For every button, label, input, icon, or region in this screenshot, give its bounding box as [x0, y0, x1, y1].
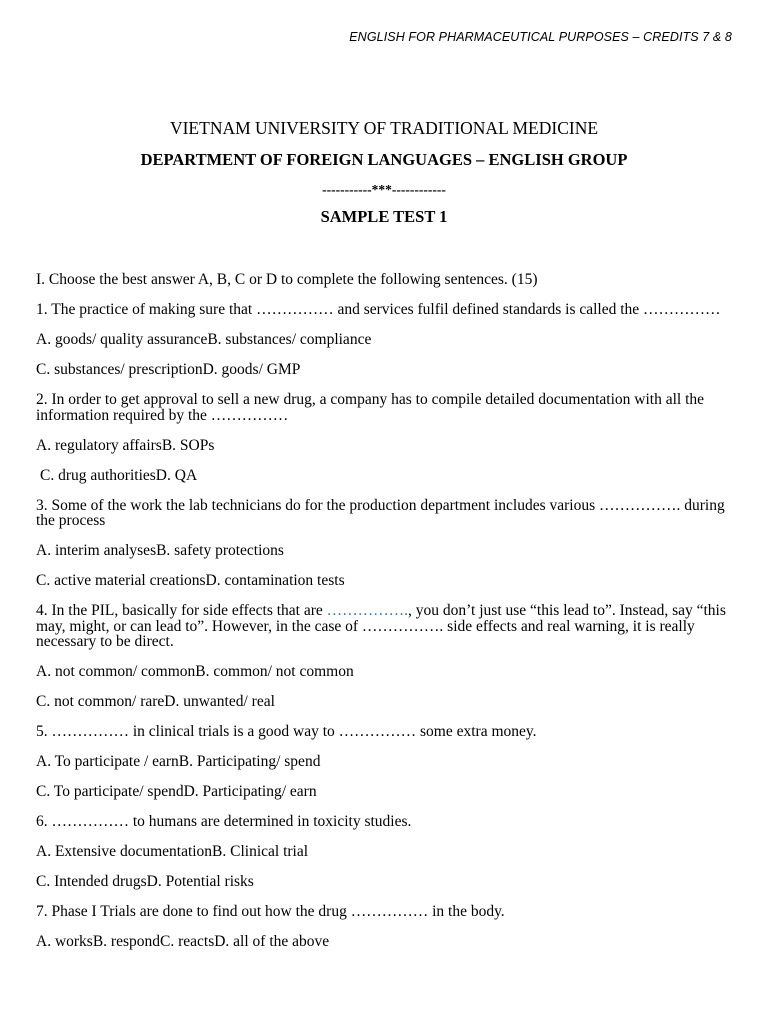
course-header: ENGLISH FOR PHARMACEUTICAL PURPOSES – CREDITS 7 & 8 [349, 30, 732, 44]
question-2-options-cd: C. drug authoritiesD. QA [40, 466, 198, 484]
department-title: DEPARTMENT OF FOREIGN LANGUAGES – ENGLISH GROUP [140, 150, 628, 169]
question-3-text: 3. Some of the work the lab technicians do for the production department includes various ……………. during the process [36, 496, 725, 529]
question-3-options-ab: A. interim analysesB. safety protections [36, 542, 284, 559]
question-7-options: A. worksB. respondC. reactsD. all of the above [36, 933, 330, 950]
question-6-text: 6. …………… to humans are determined in toxicity studies. [36, 813, 412, 830]
question-4-text [36, 603, 736, 650]
question-4-blue-blank: ……………. [326, 602, 409, 619]
question-1-text: 1. The practice of making sure that …………… and services fulfil defined standards is called the …………… [36, 301, 721, 318]
question-2-options-ab: A. regulatory affairsB. SOPs [36, 436, 215, 454]
question-5-options-ab: A. To participate / earnB. Participating/ spend [36, 753, 321, 770]
section-instruction: I. Choose the best answer A, B, C or D to complete the following sentences. (15) [36, 271, 538, 288]
test-content [36, 272, 736, 964]
question-7-text: 7. Phase I Trials are done to find out how the drug …………… in the body. [36, 903, 505, 920]
title-block [0, 116, 768, 229]
question-1-options-cd: C. substances/ prescriptionD. goods/ GMP [36, 361, 301, 378]
question-5-text: 5. …………… in clinical trials is a good way to …………… some extra money. [36, 723, 537, 740]
question-2-text: 2. In order to get approval to sell a new drug, a company has to compile detailed documentation with all the information required by the …………… [36, 391, 705, 424]
title-separator: -----------***------------ [322, 182, 446, 197]
question-4-text-start: 4. In the PIL, basically for side effects that are [36, 602, 327, 619]
university-title: VIETNAM UNIVERSITY OF TRADITIONAL MEDICINE [169, 118, 599, 138]
question-6-options-ab: A. Extensive documentationB. Clinical trial [36, 843, 309, 860]
question-4-options-ab: A. not common/ commonB. common/ not common [36, 663, 354, 680]
question-1-options-ab: A. goods/ quality assuranceB. substances/ compliance [36, 331, 372, 348]
question-4-text-end: , you don’t just use “this lead to”. Instead, say “this may, might, or can lead to”. However, in the case of ……………. side effects and real warning, it is really necessary to be direct. [36, 602, 726, 650]
question-6-options-cd: C. Intended drugsD. Potential risks [36, 873, 254, 890]
question-5-options-cd: C. To participate/ spendD. Participating/ earn [36, 783, 317, 800]
question-3-options-cd: C. active material creationsD. contamination tests [36, 572, 345, 589]
question-4-options-cd: C. not common/ rareD. unwanted/ real [36, 693, 275, 710]
test-title: SAMPLE TEST 1 [320, 207, 448, 226]
